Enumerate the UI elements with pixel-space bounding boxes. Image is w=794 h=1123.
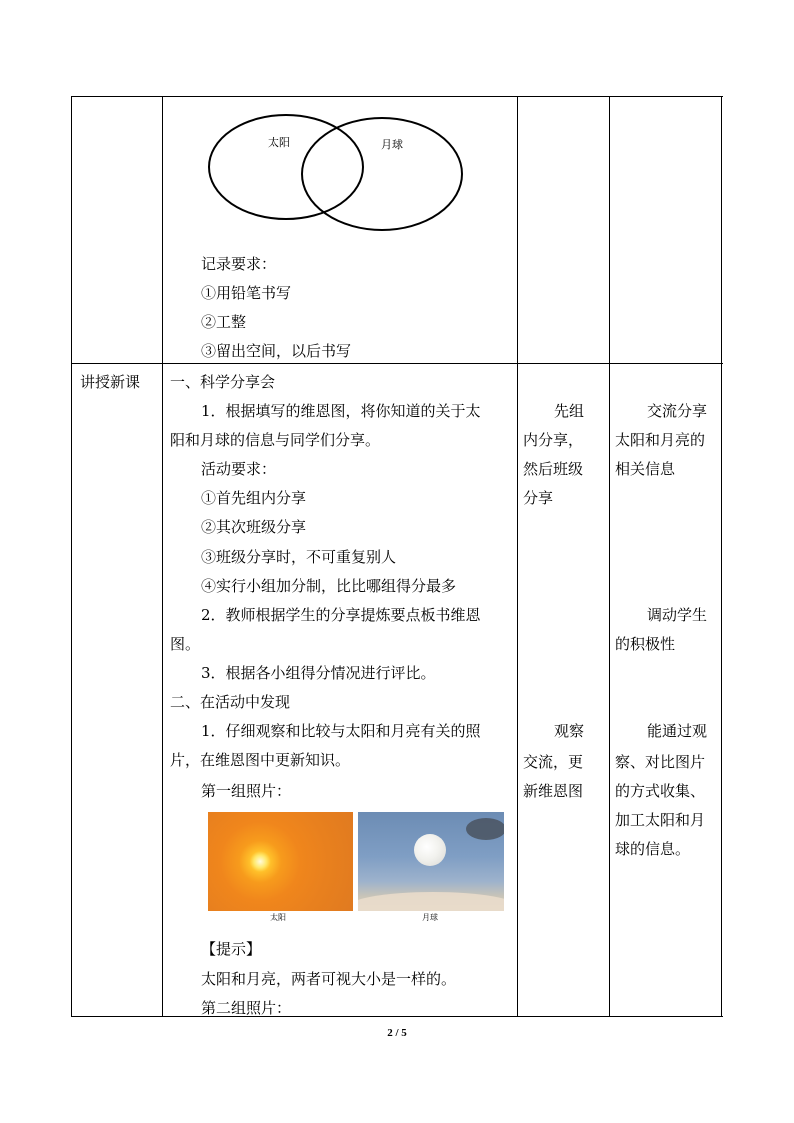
paragraph-2-line-2: 图。 (170, 635, 201, 653)
activity-item-1: ①首先组内分享 (201, 489, 307, 507)
photo-group-1-title: 第一组照片： (201, 782, 292, 800)
table-bottom-border (71, 1016, 723, 1017)
design-intent-c-line-5: 球的信息。 (615, 840, 691, 858)
page-number: 2 / 5 (387, 1027, 407, 1039)
design-intent-b-line-2: 的积极性 (615, 635, 676, 653)
student-activity-a-line-2: 内分享， (523, 431, 584, 449)
activity-item-4: ④实行小组加分制，比比哪组得分最多 (201, 577, 457, 595)
table-row-divider (71, 363, 723, 364)
cloud-decoration (466, 818, 504, 840)
record-item-1: ①用铅笔书写 (201, 284, 292, 302)
venn-circle-moon (302, 118, 462, 230)
design-intent-c-line-2: 察、对比图片 (615, 753, 706, 771)
table-col-divider-3 (609, 96, 610, 1017)
venn-diagram (200, 110, 470, 240)
table-col-divider-2 (517, 96, 518, 1017)
table-left-border (71, 96, 72, 1017)
cloud-decoration (358, 892, 504, 911)
record-title: 记录要求： (201, 255, 277, 273)
student-activity-b-line-1: 观察 (554, 722, 585, 740)
paragraph-1-line-2: 阳和月球的信息与同学们分享。 (170, 431, 381, 449)
sun-photo-caption: 太阳 (270, 913, 286, 922)
activity-item-3: ③班级分享时，不可重复别人 (201, 548, 397, 566)
photo-group-2-title: 第二组照片： (201, 999, 292, 1017)
venn-circle-sun (209, 115, 363, 219)
paragraph-2-line-1: 2．教师根据学生的分享提炼要点板书维恩 (201, 606, 481, 624)
table-top-border (71, 96, 723, 97)
paragraph-4-line-1: 1．仔细观察和比较与太阳和月亮有关的照 (201, 722, 481, 740)
activity-item-2: ②其次班级分享 (201, 518, 307, 536)
section-heading-2: 二、在活动中发现 (170, 693, 291, 711)
table-right-border (721, 96, 722, 1017)
venn-label-sun: 太阳 (268, 136, 290, 149)
moon-photo (358, 812, 504, 911)
row-label: 讲授新课 (80, 373, 141, 391)
student-activity-b-line-3: 新维恩图 (523, 782, 584, 800)
design-intent-a-line-3: 相关信息 (615, 460, 676, 478)
record-item-3: ③留出空间，以后书写 (201, 342, 352, 360)
activity-title: 活动要求： (201, 460, 277, 478)
paragraph-3: 3．根据各小组得分情况进行评比。 (201, 664, 436, 682)
moon-photo-caption: 月球 (422, 913, 438, 922)
design-intent-b-line-1: 调动学生 (647, 606, 708, 624)
record-item-2: ②工整 (201, 313, 247, 331)
student-activity-b-line-2: 交流，更 (523, 753, 584, 771)
moon-icon (414, 834, 446, 866)
sun-photo (208, 812, 353, 911)
hint-title: 【提示】 (201, 940, 262, 958)
design-intent-c-line-1: 能通过观 (647, 722, 708, 740)
paragraph-4-line-2: 片，在维恩图中更新知识。 (170, 751, 351, 769)
design-intent-c-line-4: 加工太阳和月 (615, 811, 706, 829)
venn-label-moon: 月球 (381, 138, 403, 151)
table-col-divider-1 (162, 96, 163, 1017)
design-intent-a-line-1: 交流分享 (647, 402, 708, 420)
student-activity-a-line-4: 分享 (523, 489, 554, 507)
paragraph-1-line-1: 1．根据填写的维恩图，将你知道的关于太 (201, 402, 481, 420)
student-activity-a-line-1: 先组 (554, 402, 585, 420)
section-heading-1: 一、科学分享会 (170, 373, 276, 391)
design-intent-a-line-2: 太阳和月亮的 (615, 431, 706, 449)
design-intent-c-line-3: 的方式收集、 (615, 782, 706, 800)
hint-text: 太阳和月亮，两者可视大小是一样的。 (201, 970, 457, 988)
student-activity-a-line-3: 然后班级 (523, 460, 584, 478)
